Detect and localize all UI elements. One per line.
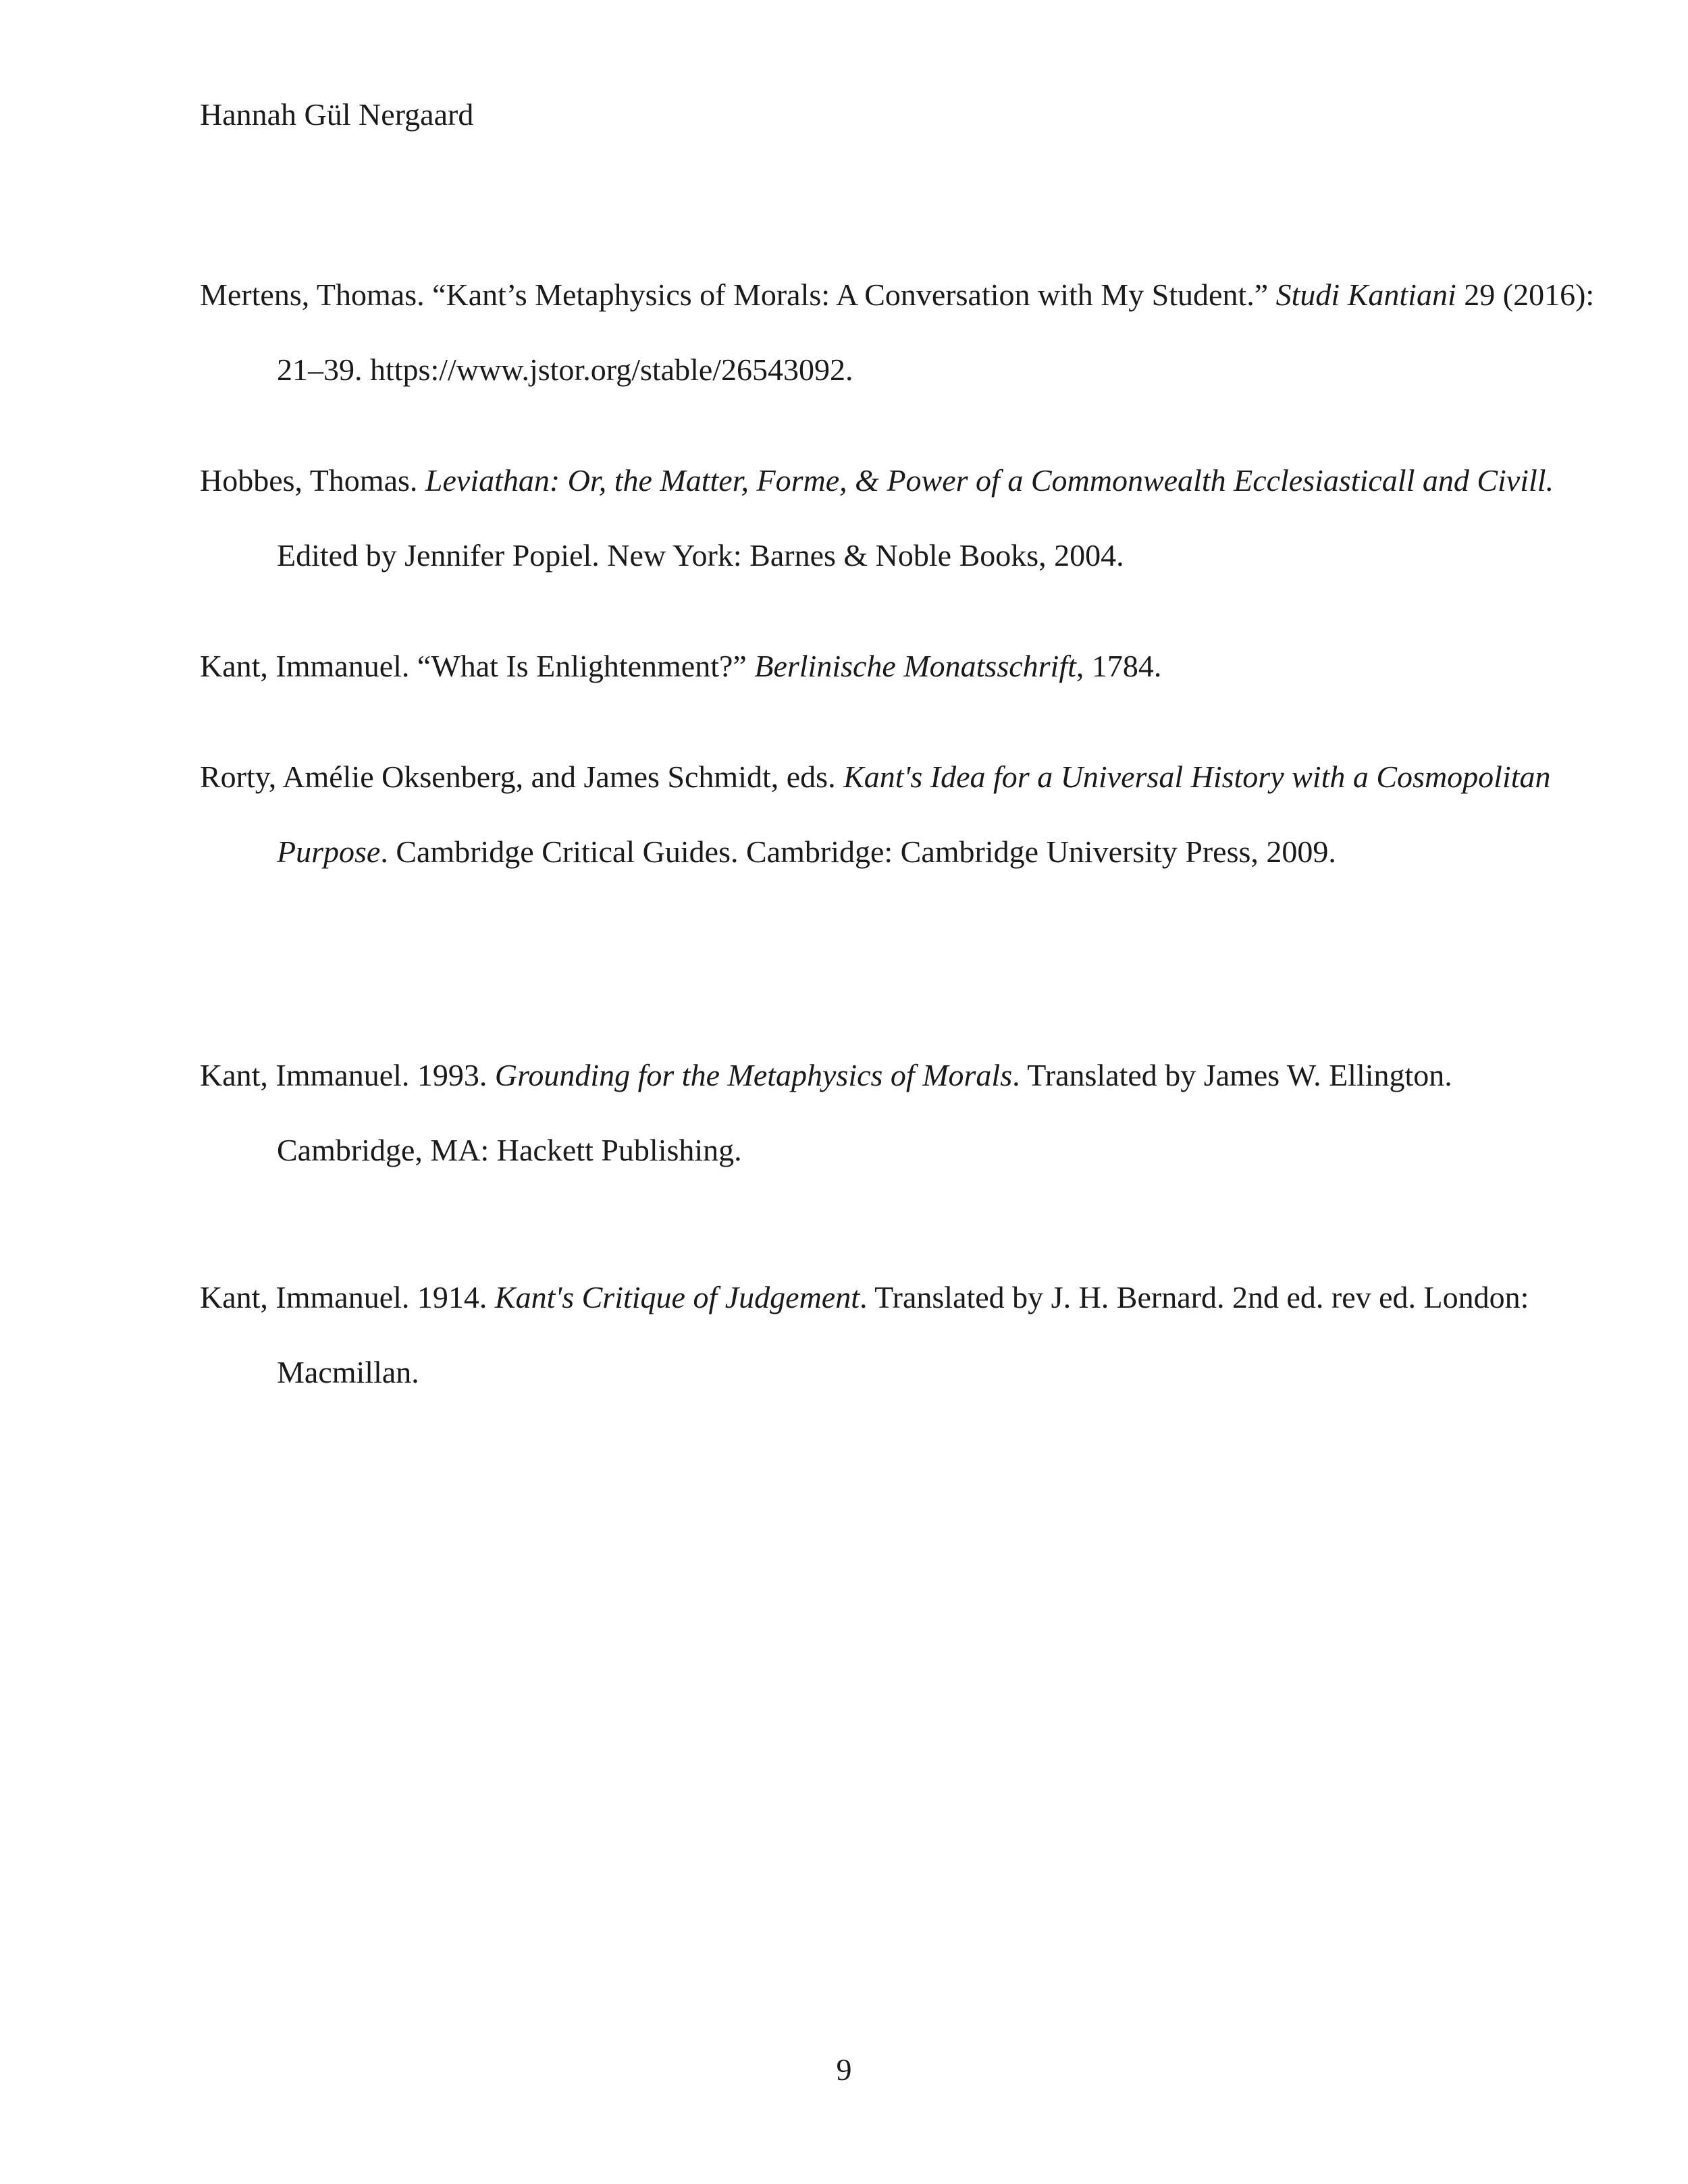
entry-text: Hobbes, Thomas.: [200, 463, 425, 498]
entry-text: . Translated by James W. Ellington. Cambridge, MA: Hackett Publishing.: [277, 1058, 1452, 1167]
entry-text: Kant, Immanuel. “What Is Enlightenment?”: [200, 649, 755, 683]
entry-text: Kant, Immanuel. 1914.: [200, 1280, 495, 1314]
bibliography-entry: [200, 257, 1600, 407]
entry-text: , 1784.: [1076, 649, 1162, 683]
entry-text: 29 (2016): 21–39. https://www.jstor.org/stable/26543092.: [277, 277, 1595, 387]
running-header-author: Hannah Gül Nergaard: [200, 97, 474, 132]
bibliography-entry: [200, 629, 1600, 703]
entry-title: Studi Kantiani: [1275, 277, 1456, 312]
entry-text: Edited by Jennifer Popiel. New York: Barnes & Noble Books, 2004.: [277, 538, 1124, 572]
entry-text: Rorty, Amélie Oksenberg, and James Schmidt, eds.: [200, 760, 844, 794]
entry-text: Mertens, Thomas. “Kant’s Metaphysics of Morals: A Conversation with My Student.”: [200, 277, 1276, 312]
entry-title: Grounding for the Metaphysics of Morals: [494, 1058, 1013, 1092]
bibliography-entry: [200, 1260, 1600, 1410]
bibliography-entry: [200, 1038, 1600, 1188]
entry-title: Kant's Critique of Judgement: [494, 1280, 860, 1314]
entry-title: Berlinische Monatsschrift: [754, 649, 1076, 683]
entry-title: Leviathan: Or, the Matter, Forme, & Power of a Commonwealth Ecclesiasticall and Civill.: [425, 463, 1554, 498]
entry-text: . Translated by J. H. Bernard. 2nd ed. rev ed. London: Macmillan.: [277, 1280, 1529, 1389]
bibliography-entry: [200, 739, 1600, 889]
bibliography-entry: [200, 443, 1600, 593]
entry-text: . Cambridge Critical Guides. Cambridge: Cambridge University Press, 2009.: [380, 834, 1336, 869]
entry-title: Kant's Idea for a Universal History with a Cosmopolitan Purpose: [277, 760, 1551, 869]
page-number: 9: [836, 2052, 852, 2087]
entry-text: Kant, Immanuel. 1993.: [200, 1058, 495, 1092]
